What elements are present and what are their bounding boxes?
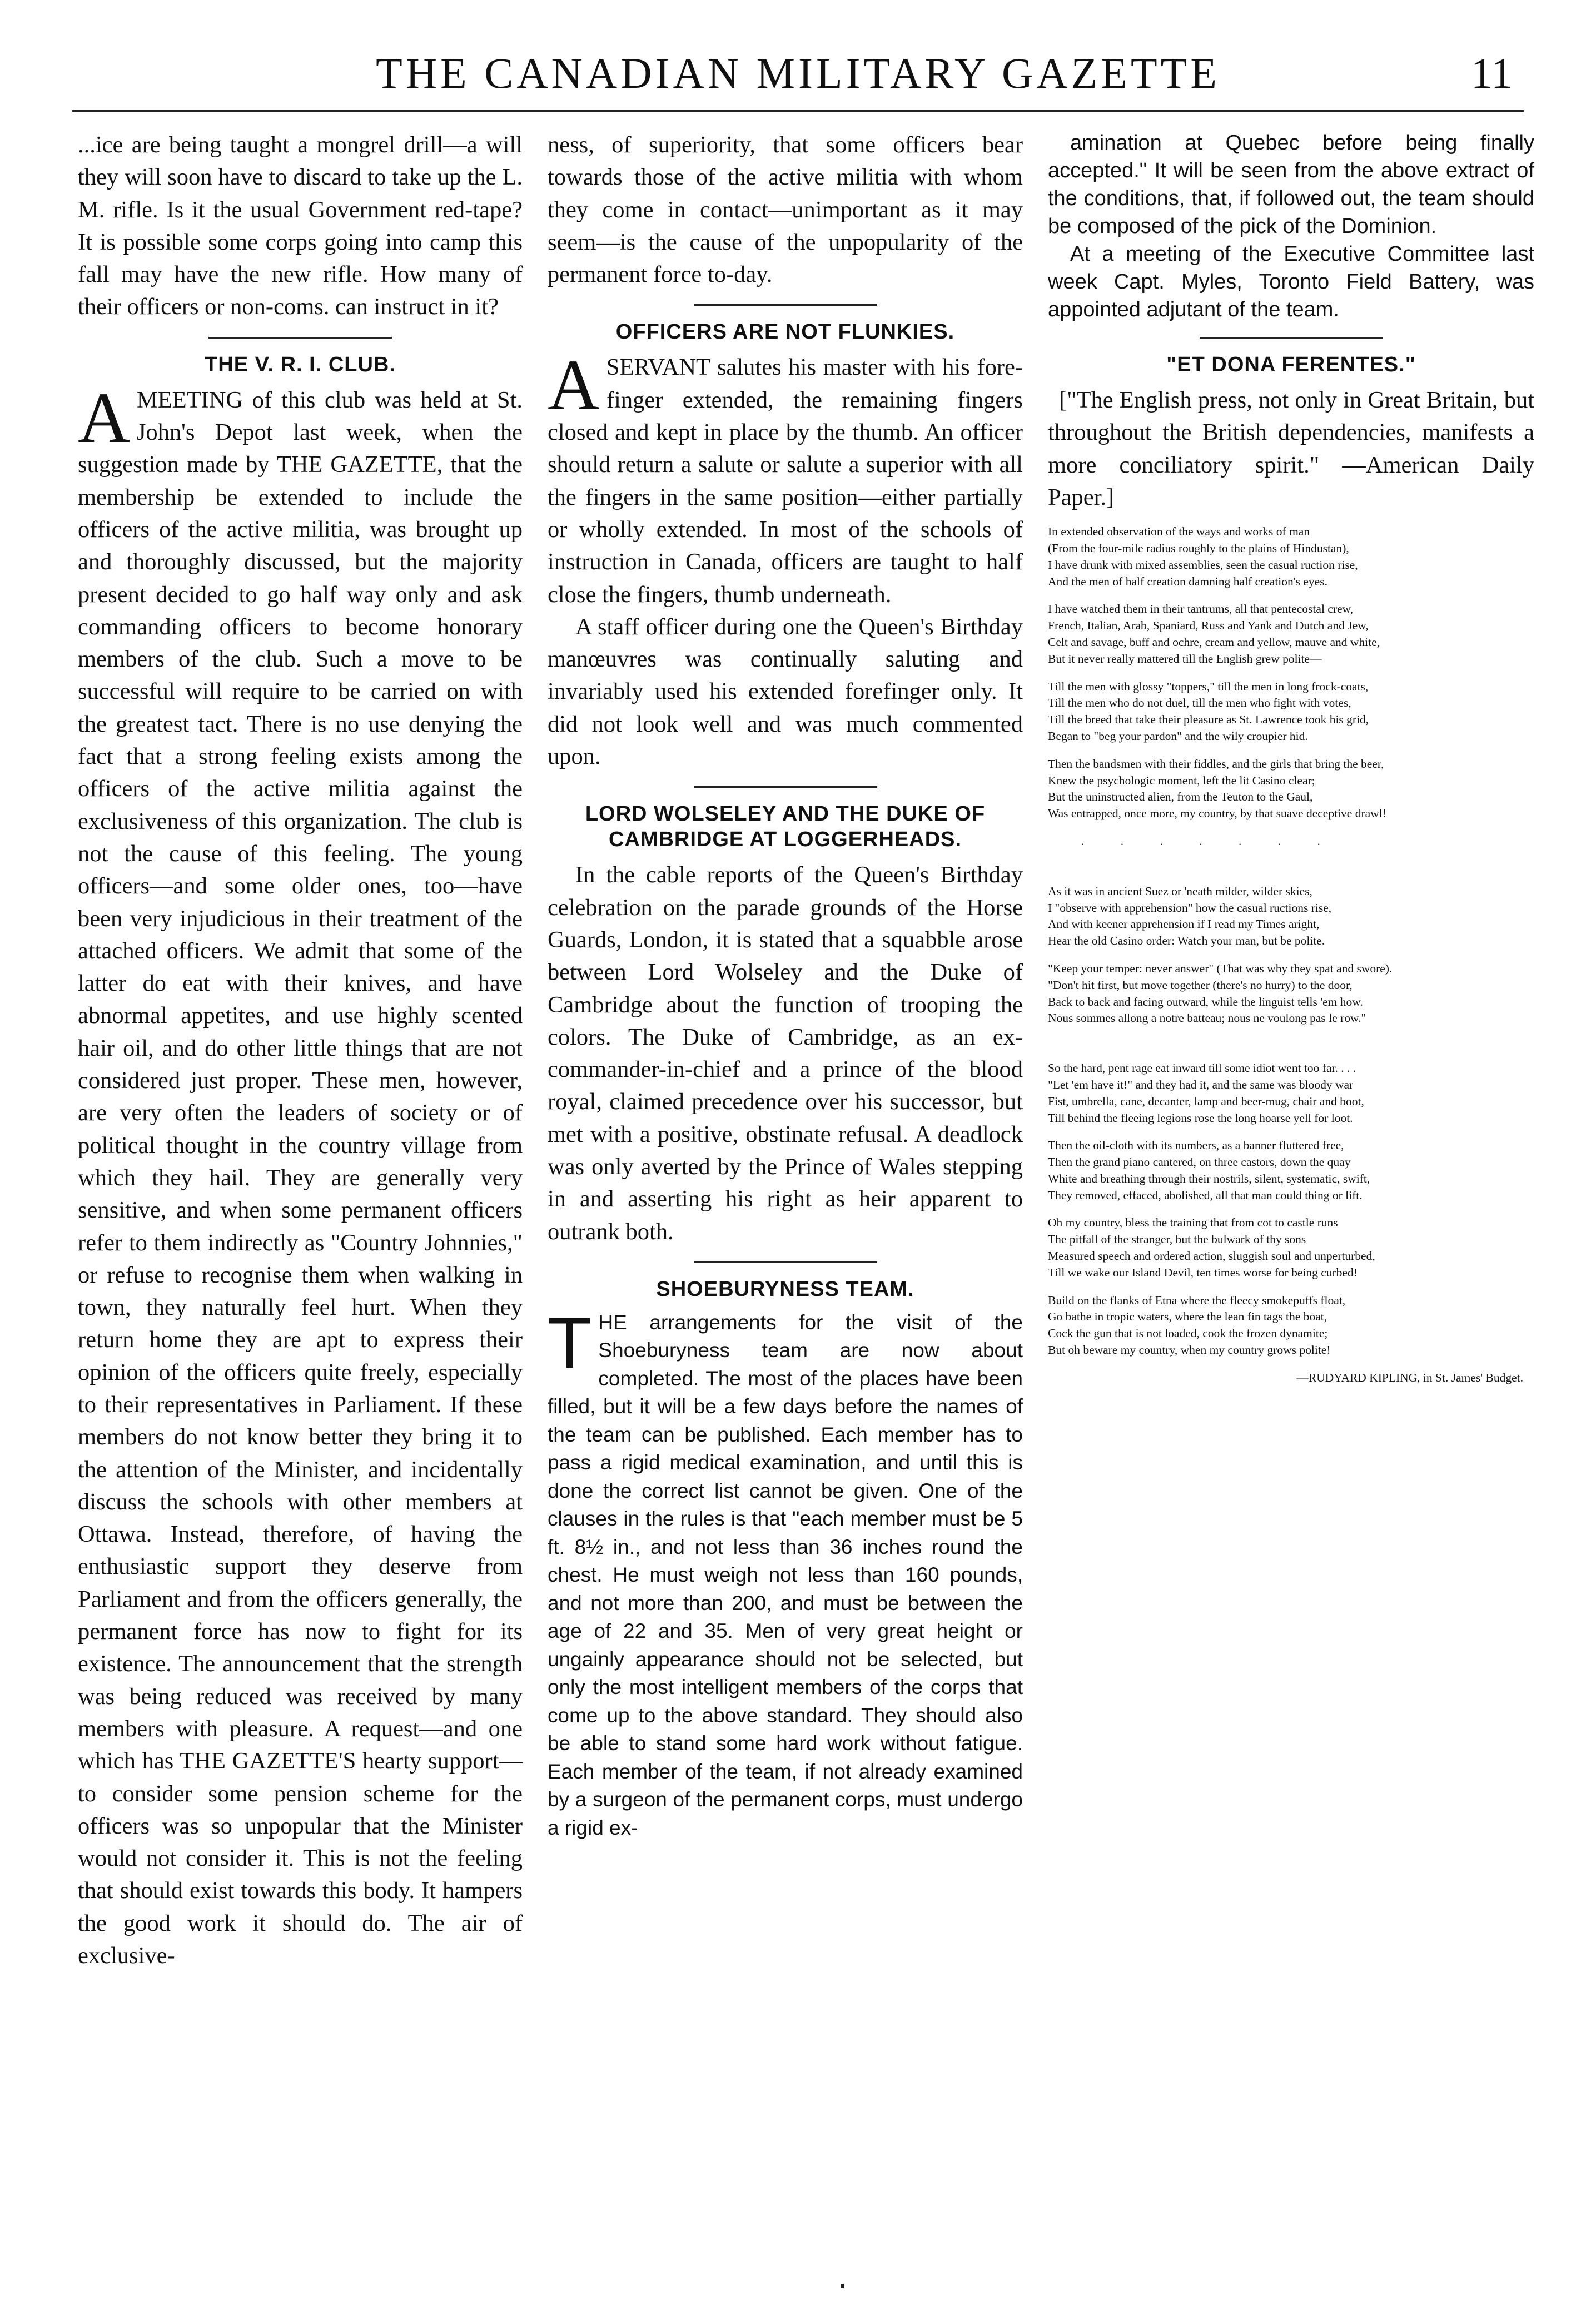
poem-line: Was entrapped, once more, my country, by that suave deceptive drawl! xyxy=(1048,807,1386,821)
heading-vri-club: THE V. R. I. CLUB. xyxy=(205,352,396,376)
poem-line: Till the breed that take their pleasure as St. Lawrence took his grid, xyxy=(1048,713,1369,727)
poem-line: "Don't hit first, but move together (there's no hurry) to the door, xyxy=(1048,978,1353,992)
article-shoeburyness xyxy=(548,1301,1023,1842)
poem-line: Nous sommes allong a notre batteau; nous ne voulong pas le row." xyxy=(1048,1011,1366,1025)
poem xyxy=(1048,524,1534,1386)
poem-line: But the uninstructed alien, from the Teuton to the Gaul, xyxy=(1048,790,1313,804)
poem-stanza xyxy=(1048,961,1534,1027)
header-rule xyxy=(72,110,1524,112)
heading-officers-flunkies: OFFICERS ARE NOT FLUNKIES. xyxy=(615,320,955,344)
poem-line: But it never really mattered till the English grew polite— xyxy=(1048,652,1322,665)
poem-line: I have drunk with mixed assemblies, seen the casual ruction rise, xyxy=(1048,558,1358,572)
executive-committee-paragraph: At a meeting of the Executive Committee last week Capt. Myles, Toronto Field Battery, was appointed adjutant of the team. xyxy=(1048,242,1534,321)
poem-line: Back to back and facing outward, while the linguist tells 'em how. xyxy=(1048,995,1363,1009)
article-flunkies-p2: A staff officer during one the Queen's Birthday manœuvres was continually saluting and invariably used his extended forefinger only. It did not look well and was much commented upon. xyxy=(548,613,1023,770)
poem-line: Till the men who do not duel, till the men who fight with votes, xyxy=(1048,696,1351,710)
poem-stanza xyxy=(1048,1293,1534,1359)
poem-epigraph: ["The English press, not only in Great Britain, but throughout the British dependencies, manifests a more conciliatory spirit." —American Daily Paper.] xyxy=(1048,387,1534,510)
page-header-title: THE CANADIAN MILITARY GAZETTE xyxy=(376,49,1220,97)
heading-et-dona-ferentes: "ET DONA FERENTES." xyxy=(1166,353,1416,376)
poem-line: (From the four-mile radius roughly to the plains of Hindustan), xyxy=(1048,541,1349,555)
flunkies-body: SERVANT salutes his master with his fore-finger extended, the remaining fingers closed and kept in place by the thumb. An officer should return a salute or salute a superior with all the fingers in the same position—either partially or wholly extended. In most of the schools of instruction in Canada, officers are taught to half close the fingers, thumb underneath. xyxy=(548,354,1023,608)
poem-line: Go bathe in tropic waters, where the lean fin tags the boat, xyxy=(1048,1310,1327,1324)
column-1 xyxy=(78,129,523,1972)
section-divider xyxy=(208,337,392,339)
poem-line: The pitfall of the stranger, but the bulwark of thy sons xyxy=(1048,1233,1306,1246)
poem-line: But oh beware my country, when my country grows polite! xyxy=(1048,1343,1331,1357)
shoeburyness-continued xyxy=(1048,129,1534,324)
poem-line: French, Italian, Arab, Spaniard, Russ and Yank and Dutch and Jew, xyxy=(1048,619,1369,633)
poem-line: White and breathing through their nostrils, silent, systematic, swift, xyxy=(1048,1171,1370,1185)
poem-line: Till behind the fleeing legions rose the long hoarse yell for loot. xyxy=(1048,1111,1353,1125)
vri-club-body: MEETING of this club was held at St. John's Depot last week, when the suggestion made by THE GAZETTE, that the membership be extended to include the officers of the active militia, was brought up and thoroughly discussed, but the majority present decided to go half way only and ask commanding officers to become honorary members of the club. Such a move to be successful will require to be carried on with the greatest tact. There is no use denying the fact that a strong feeling exists among the officers of the active militia against the exclusiveness of this organization. The club is not the cause of this feeling. The young officers—and some older ones, too—have been very injudicious in their treatment of the attached officers. We admit that some of the latter do eat with their knives, and have abnormal appetites, and use highly scented hair oil, and do other little things that are not considered just proper. These men, however, are very often the leaders of society or of political thought in the country village from which they hail. They are generally very sensitive, and when some permanent officers refer to them indirectly as "Country Johnnies," or refuse to recognise them when walking in town, they naturally feel hurt. When they return home they are apt to express their opinion of the officers quite freely, especially to their representatives in Parliament. If these members do not know better they bring it to the attention of the Minister, and incidentally discuss the schools with other members at Ottawa. Instead, therefore, of having the enthusiastic support they deserve from Parliament and from the officers generally, the permanent force has now to fight for its existence. The announcement that the strength was being reduced was received by many members with pleasure. A request—and one which has THE GAZETTE'S hearty support—to consider some pension scheme for the officers was so unpopular that the Minister would not consider it. This is not the feeling that should exist towards this body. It hampers the good work it should do. The air of exclusive- xyxy=(78,386,523,1969)
article-flunkies-p1 xyxy=(548,345,1023,610)
poem-stanza xyxy=(1048,679,1534,745)
poem-line: Then the grand piano cantered, on three castors, down the quay xyxy=(1048,1155,1351,1169)
poem-attribution: —RUDYARD KIPLING, in St. James' Budget. xyxy=(1296,1370,1523,1384)
poem-line: Measured speech and ordered action, sluggish soul and unperturbed, xyxy=(1048,1249,1375,1263)
poem-line: Then the oil-cloth with its numbers, as a banner fluttered free, xyxy=(1048,1139,1344,1152)
heading-shoeburyness: SHOEBURYNESS TEAM. xyxy=(656,1277,914,1301)
poem-line: And the men of half creation damning half creation's eyes. xyxy=(1048,574,1327,588)
poem-stanza xyxy=(1048,883,1534,950)
poem-line: Till the men with glossy "toppers," till the men in long frock-coats, xyxy=(1048,679,1369,693)
heading-wolseley: LORD WOLSELEY AND THE DUKE OF CAMBRIDGE AT LOGGERHEADS. xyxy=(585,802,986,852)
poem-line: Oh my country, bless the training that from cot to castle runs xyxy=(1048,1216,1338,1230)
section-divider xyxy=(694,1261,877,1263)
footer-mark xyxy=(841,2284,844,2288)
poem-stanza xyxy=(1048,756,1534,822)
shoeburyness-body: HE arrangements for the visit of the Shoeburyness team are now about completed. The most of the places have been filled, but it will be a few days before the names of the team can be published. Each member has to pass a rigid medical examination, and until this is done the correct list cannot be given. One of the clauses in the rules is that "each member must be 5 ft. 8½ in., and not less than 36 inches round the chest. He must weigh not less than 160 pounds, and not more than 200, and must be between the age of 22 and 35. Men of very great height or ungainly appearance should not be selected, but only the most intelligent members of the corps that come up to the above standard. They should also be able to stand some hard work without fatigue. Each member of the team, if not already examined by a surgeon of the permanent corps, must undergo a rigid ex- xyxy=(548,1310,1023,1839)
drop-cap: T xyxy=(548,1301,592,1383)
article-continuation: amination at Quebec before being finally accepted." It will be seen from the above extract of the conditions, that, if followed out, the team should be composed of the pick of the Dominion. xyxy=(1048,131,1534,238)
poem-line: Then the bandsmen with their fiddles, and the girls that bring the beer, xyxy=(1048,757,1384,771)
poem-line: "Keep your temper: never answer" (That was why they spat and swore). xyxy=(1048,961,1393,975)
section-divider xyxy=(694,304,877,306)
drop-cap: A xyxy=(78,377,130,458)
poem-line: They removed, effaced, abolished, all that man could thing or lift. xyxy=(1048,1188,1363,1202)
poem-line: Knew the psychologic moment, left the lit Casino clear; xyxy=(1048,773,1315,787)
article-wolseley: In the cable reports of the Queen's Birthday celebration on the parade grounds of the Horse Guards, London, it is stated that a squabble arose between Lord Wolseley and the Duke of Cambridge about the function of trooping the colors. The Duke of Cambridge, as an ex-commander-in-chief and a prince of the blood royal, claimed precedence over his successor, but met with a positive, obstinate refusal. A deadlock was only averted by the Prince of Wales stepping in and asserting his right as heir apparent to outrank both. xyxy=(548,862,1023,1245)
poem-line: "Let 'em have it!" and they had it, and the same was bloody war xyxy=(1048,1077,1354,1091)
article-vri-club xyxy=(78,377,523,1973)
column-3 xyxy=(1048,129,1534,1387)
poem-stanza xyxy=(1048,1215,1534,1281)
poem-line: Build on the flanks of Etna where the fleecy smokepuffs float, xyxy=(1048,1293,1346,1307)
section-divider xyxy=(1200,337,1383,339)
article-continuation: ...ice are being taught a mongrel drill—a will they will soon have to discard to take up the L. M. rifle. Is it the usual Government red-tape? It is possible some corps going into camp this fall may have the new rifle. How many of their officers or non-coms. can instruct in it? xyxy=(78,132,523,320)
poem-line: Began to "beg your pardon" and the wily croupier hid. xyxy=(1048,729,1308,743)
poem-stanza xyxy=(1048,524,1534,590)
page-number: 11 xyxy=(1470,49,1513,97)
poem-line: Cock the gun that is not loaded, cook the frozen dynamite; xyxy=(1048,1327,1328,1340)
section-divider xyxy=(694,786,877,788)
drop-cap: A xyxy=(548,345,600,426)
poem-line: Celt and savage, buff and ochre, cream and yellow, mauve and white, xyxy=(1048,635,1380,649)
poem-line: As it was in ancient Suez or 'neath milder, wilder skies, xyxy=(1048,884,1312,898)
poem-line: Hear the old Casino order: Watch your man, but be polite. xyxy=(1048,934,1325,948)
poem-stanza xyxy=(1048,1137,1534,1204)
poem-line: In extended observation of the ways and works of man xyxy=(1048,525,1310,539)
poem-line: I "observe with apprehension" how the casual ructions rise, xyxy=(1048,901,1332,915)
poem-line: I have watched them in their tantrums, all that pentecostal crew, xyxy=(1048,602,1354,616)
article-continuation: ness, of superiority, that some officers bear towards those of the active militia with whom they come in contact—unimportant as it may seem—is the cause of the unpopularity of the permanent force to-day. xyxy=(548,132,1023,288)
poem-stanza xyxy=(1048,1060,1534,1126)
poem-stanza xyxy=(1048,601,1534,667)
poem-line: Fist, umbrella, cane, decanter, lamp and beer-mug, chair and boot, xyxy=(1048,1094,1364,1108)
poem-line: Till we wake our Island Devil, ten times worse for being curbed! xyxy=(1048,1265,1358,1279)
poem-line: And with keener apprehension if I read my Times aright, xyxy=(1048,917,1320,931)
column-2 xyxy=(548,129,1023,1842)
poem-line: So the hard, pent rage eat inward till some idiot went too far. . . . xyxy=(1048,1061,1356,1075)
poem-ellipsis: . . . . . . . xyxy=(1081,834,1337,848)
